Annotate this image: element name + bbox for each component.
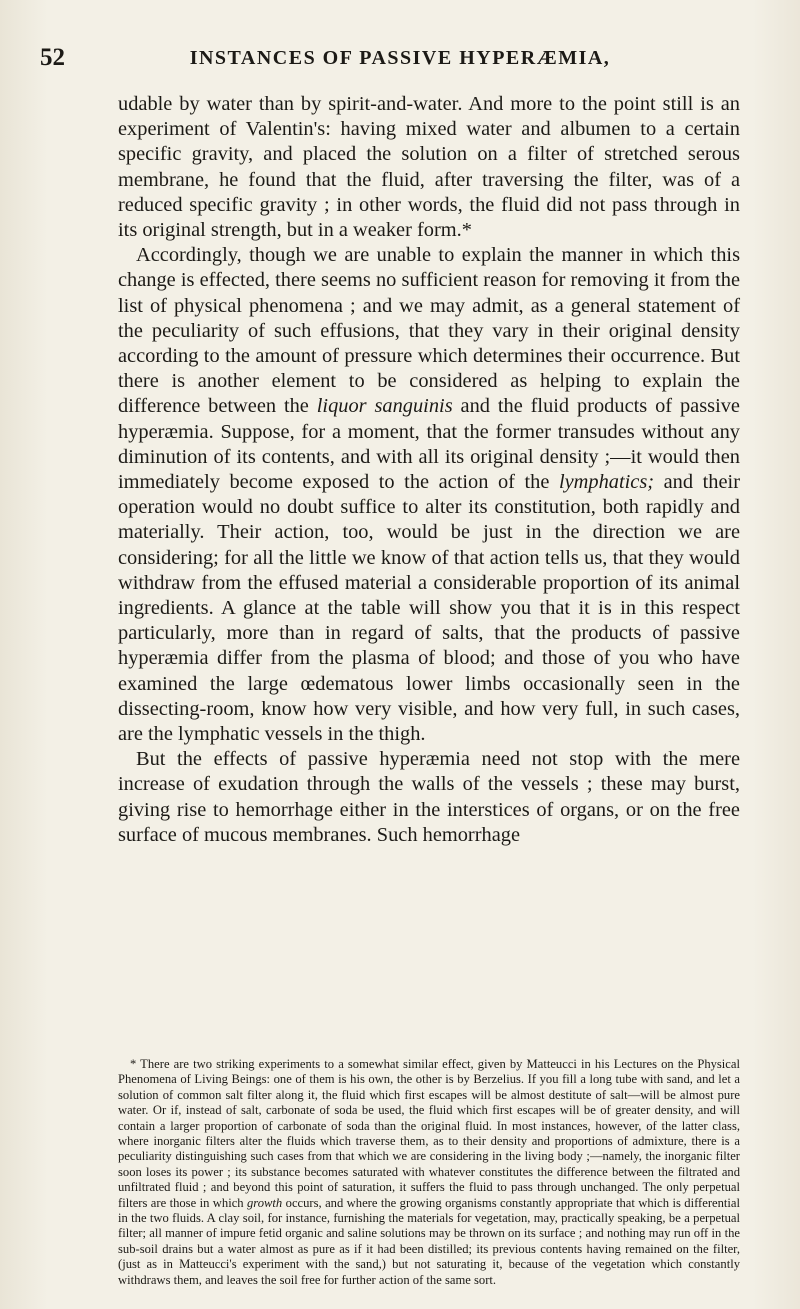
main-text — [118, 92, 740, 848]
footnote — [118, 1057, 740, 1288]
paragraph-2-part-a: Accordingly, though we are unable to explain the manner in which this change is effected, there seems no sufficient reason for removing it from the list of physical phenomena ; and we may admit, as a general statement of the peculiarity of such effusions, that they vary in their original density according to the amount of pressure which determines their occurrence. But there is another element to be considered as helping to explain the difference between the — [118, 244, 740, 418]
liquor-sanguinis-term: liquor sanguinis — [316, 395, 453, 418]
page-number: 52 — [40, 44, 65, 71]
lymphatics-term: lymphatics; — [558, 471, 655, 494]
footnote-growth-term: growth — [247, 1195, 283, 1210]
page-header — [40, 44, 760, 74]
footnote-paragraph — [118, 1057, 740, 1288]
paragraph-1: udable by water than by spirit-and-water. And more to the point still is an experiment of Valentin's: having mixed water and albumen to a certain specific gravity, and placed the solution on a filter of stretched serous membrane, he found that the fluid, after traversing the filter, was of a reduced specific gravity ; in other words, the fluid did not pass through in its original strength, but in a weaker form.* — [118, 93, 740, 242]
paragraph-2-part-c: and their operation would no doubt suffice to alter its constitution, both rapidly and materially. Their action, too, would be just in the direction we are considering; for all the little we know of that action tells us, that they would withdraw from the effused material a considerable proportion of its animal ingredients. A glance at the table will show you that it is in this respect particularly, more than in regard of salts, that the products of passive hyperæmia differ from the plasma of blood; and those of you who have examined the large œdematous lower limbs occasionally seen in the dissecting-room, know how very visible, and how very full, in such cases, are the lymphatic vessels in the thigh. — [118, 471, 740, 746]
paragraph-2 — [118, 243, 740, 747]
running-head: INSTANCES OF PASSIVE HYPERÆMIA, — [189, 47, 611, 69]
paragraph-3: But the effects of passive hyperæmia need not stop with the mere increase of exudation through the walls of the vessels ; these may burst, giving rise to hemorrhage either in the interstices of organs, or on the free surface of mucous membranes. Such hemorrhage — [118, 748, 740, 846]
footnote-part-a: * There are two striking experiments to a somewhat similar effect, given by Matteucci in his Lectures on the Physical Phenomena of Living Beings: one of them is his own, the other is by Berzelius. If you fill a long tube with sand, and let a solution of common salt filter along it, the fluid which first escapes will be almost destitute of salt—will be almost pure water. Or if, instead of salt, carbonate of soda be used, the fluid which first escapes will be of greater density, and will contain a larger proportion of carbonate of soda than the original fluid. In most instances, however, of the latter class, where inorganic filters alter the fluids which traverse them, as to their density and proportions of admixture, there is a peculiarity distinguishing such cases from that which we are considering in the living body ;—namely, the inorganic filter soon loses its power ; its substance becomes saturated with whatever constitutes the difference between the filtrated and unfiltrated fluid ; and beyond this point of saturation, it suffers the fluid to pass through unchanged. The only perpetual filters are those in which — [118, 1057, 740, 1210]
footnote-part-b: occurs, and where the growing organisms constantly appropriate that which is differential in the two fluids. A clay soil, for instance, furnishing the materials for vegetation, may, practically speaking, be a perpetual filter; all manner of impure fetid organic and saline solutions may be thrown on its surface ; and nothing may run off in the sub-soil drains but a water almost as pure as if it had been distilled; its previous contents having remained on the filter, (just as in Matteucci's experiment with the sand,) but not saturating it, because of the vegetation which constantly withdraws them, and leaves the soil free for further action of the same sort. — [118, 1195, 740, 1287]
paragraph-2-part-b: and the fluid products of passive hyperæmia. Suppose, for a moment, that the former transudes without any diminution of its contents, and with all its original density ;—it would then immediately become exposed to the action of the — [118, 395, 740, 494]
